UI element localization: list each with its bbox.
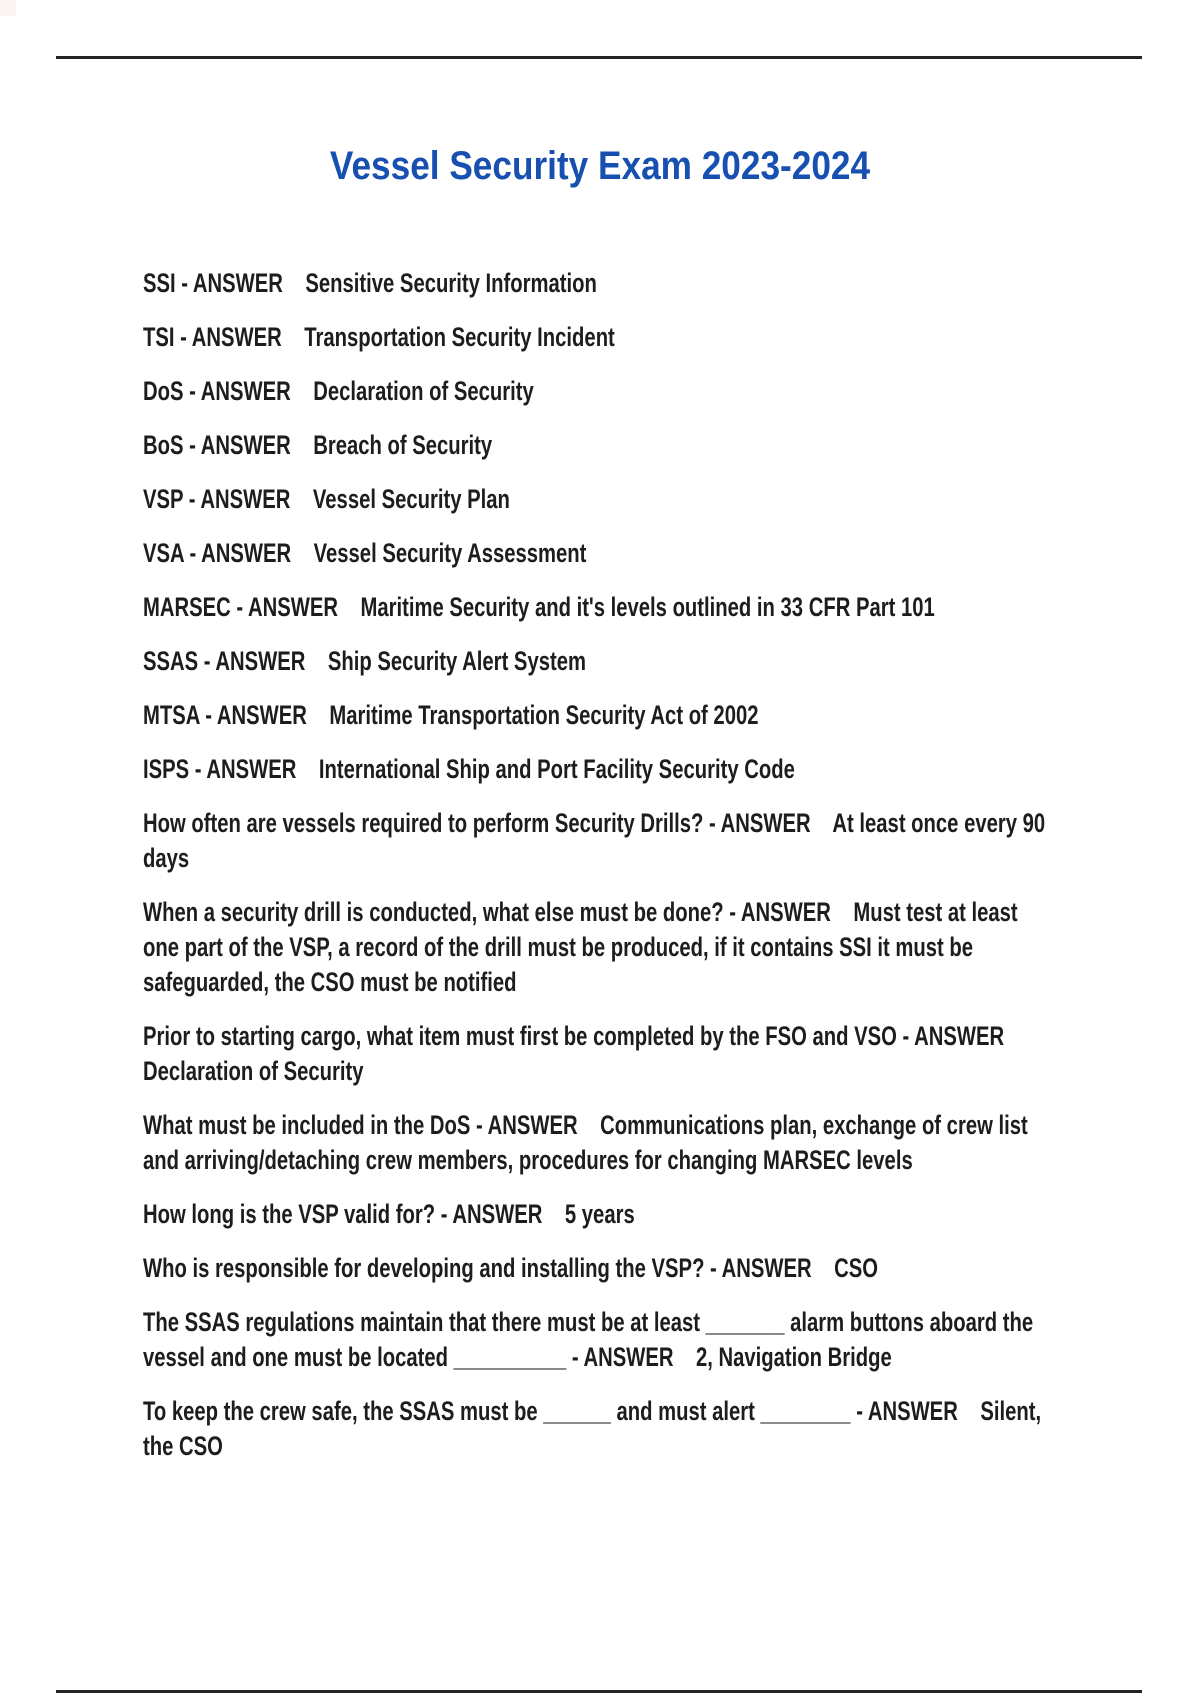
- qa-item: [143, 536, 586, 571]
- qa-item: [143, 266, 597, 301]
- qa-item: [143, 590, 935, 625]
- qa-item: [143, 752, 795, 787]
- qa-line: TSI - ANSWER Transportation Security Incident: [143, 322, 615, 352]
- qa-line: SSI - ANSWER Sensitive Security Information: [143, 268, 597, 298]
- qa-item: [143, 644, 586, 679]
- qa-item: [143, 895, 1018, 1000]
- qa-item: [143, 1394, 1041, 1464]
- qa-line: When a security drill is conducted, what else must be done? - ANSWER Must test at least: [143, 897, 1018, 927]
- qa-item: [143, 428, 492, 463]
- qa-line: How often are vessels required to perform Security Drills? - ANSWER At least once every 90: [143, 808, 1046, 838]
- qa-line: SSAS - ANSWER Ship Security Alert System: [143, 646, 586, 676]
- qa-line: MARSEC - ANSWER Maritime Security and it's levels outlined in 33 CFR Part 101: [143, 592, 935, 622]
- qa-line: ISPS - ANSWER International Ship and Port Facility Security Code: [143, 754, 795, 784]
- qa-item: [143, 1108, 1028, 1178]
- qa-line: one part of the VSP, a record of the drill must be produced, if it contains SSI it must be: [143, 932, 974, 962]
- qa-item: [143, 806, 1045, 876]
- qa-line: MTSA - ANSWER Maritime Transportation Security Act of 2002: [143, 700, 759, 730]
- qa-item: [143, 1197, 635, 1232]
- qa-item: [143, 1251, 878, 1286]
- qa-item: [143, 482, 510, 517]
- scan-artifact: [0, 0, 16, 16]
- qa-line: DoS - ANSWER Declaration of Security: [143, 376, 534, 406]
- qa-item: [143, 320, 615, 355]
- qa-item: [143, 1019, 1004, 1089]
- qa-line: What must be included in the DoS - ANSWER Communications plan, exchange of crew list: [143, 1110, 1028, 1140]
- qa-list: [143, 266, 1200, 1483]
- page-title: Vessel Security Exam 2023-2024: [329, 144, 871, 188]
- qa-line: days: [143, 843, 190, 873]
- qa-line: VSA - ANSWER Vessel Security Assessment: [143, 538, 587, 568]
- qa-line: Who is responsible for developing and installing the VSP? - ANSWER CSO: [143, 1253, 879, 1283]
- bottom-divider: [56, 1690, 1142, 1693]
- qa-line: safeguarded, the CSO must be notified: [143, 967, 517, 997]
- qa-item: [143, 374, 534, 409]
- qa-line: To keep the crew safe, the SSAS must be ______ and must alert ________ - ANSWER Silent,: [143, 1396, 1042, 1426]
- qa-item: [143, 698, 758, 733]
- qa-line: How long is the VSP valid for? - ANSWER 5 years: [143, 1199, 635, 1229]
- qa-line: vessel and one must be located __________ - ANSWER 2, Navigation Bridge: [143, 1342, 892, 1372]
- qa-line: VSP - ANSWER Vessel Security Plan: [143, 484, 510, 514]
- qa-line: BoS - ANSWER Breach of Security: [143, 430, 493, 460]
- qa-line: and arriving/detaching crew members, procedures for changing MARSEC levels: [143, 1145, 913, 1175]
- qa-line: Declaration of Security: [143, 1056, 364, 1086]
- qa-line: The SSAS regulations maintain that there must be at least _______ alarm buttons aboard the: [143, 1307, 1034, 1337]
- qa-line: the CSO: [143, 1431, 223, 1461]
- qa-line: Prior to starting cargo, what item must first be completed by the FSO and VSO - ANSWER: [143, 1021, 1005, 1051]
- qa-item: [143, 1305, 1033, 1375]
- top-divider: [56, 56, 1142, 59]
